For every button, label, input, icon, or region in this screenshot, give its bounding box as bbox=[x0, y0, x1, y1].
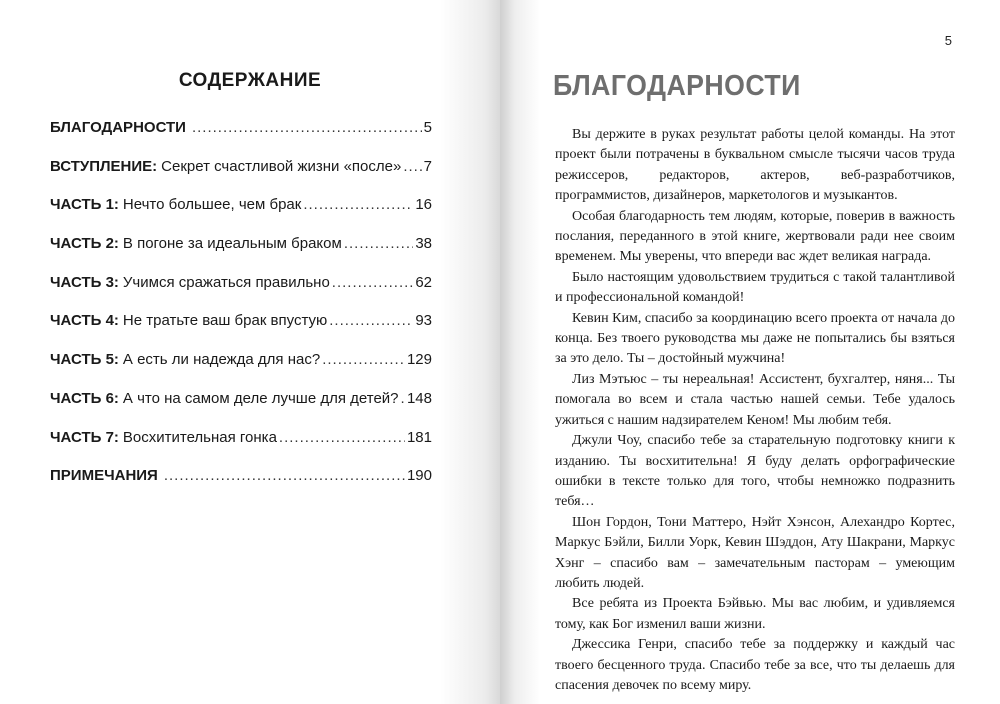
toc-entry-title: Секрет счастливой жизни «после» bbox=[161, 157, 402, 175]
paragraph: Джули Чоу, спасибо тебе за старательную подготовку книги к изданию. Ты восхитительна! Я буду делать орфографические ошибки в тексте только для того, чтобы немножко подразнить тебя… bbox=[555, 433, 955, 510]
toc-entry bbox=[50, 351, 432, 390]
toc-entry-label: ЧАСТЬ 3: bbox=[50, 273, 119, 291]
toc-entry-title: А что на самом деле лучше для детей? bbox=[122, 389, 399, 407]
toc-heading: СОДЕРЖАНИЕ bbox=[178, 70, 322, 91]
toc-entry-page: 93 bbox=[415, 312, 432, 330]
toc-entry bbox=[50, 467, 432, 506]
toc-entry bbox=[50, 196, 432, 235]
toc-entry-label: ЧАСТЬ 6: bbox=[50, 389, 119, 407]
toc-entry bbox=[50, 312, 432, 351]
toc-leader-dots bbox=[344, 235, 414, 252]
toc-entry bbox=[50, 429, 432, 468]
toc-entry-label: ВСТУПЛЕНИЕ: bbox=[50, 157, 158, 175]
toc-entry bbox=[50, 119, 432, 158]
toc-entry-label: ЧАСТЬ 1: bbox=[50, 196, 119, 214]
toc-leader-dots bbox=[164, 467, 405, 484]
paragraph: Все ребята из Проекта Бэйвью. Мы вас любим, и удивляемся тому, как Бог изменил ваши жизни. bbox=[555, 596, 955, 632]
toc-entry-title: Восхитительная гонка bbox=[122, 428, 277, 446]
paragraph: Шон Гордон, Тони Маттеро, Нэйт Хэнсон, Алехандро Кортес, Маркус Бэйли, Билли Уорк, Кевин Шэддон, Ату Шакрани, Маркус Хэнг – спасибо вам – замечательным пасторам – умеющим любить людей. bbox=[555, 514, 955, 591]
toc-entry-title: Нечто большее, чем брак bbox=[122, 196, 302, 214]
toc-entry-title: Учимся сражаться правильно bbox=[122, 273, 330, 291]
toc-entry-title: А есть ли надежда для нас? bbox=[122, 351, 321, 369]
toc-entry bbox=[50, 158, 432, 197]
toc-entry bbox=[50, 274, 432, 313]
toc-entry-label: ЧАСТЬ 7: bbox=[50, 428, 119, 446]
toc-entry-label: ПРИМЕЧАНИЯ bbox=[50, 467, 158, 485]
toc-entry-page: 62 bbox=[415, 273, 432, 291]
toc-leader-dots bbox=[322, 351, 405, 368]
acknowledgements-text bbox=[555, 125, 955, 696]
toc-entry-page: 148 bbox=[406, 389, 432, 407]
toc-entry-label: БЛАГОДАРНОСТИ bbox=[50, 119, 186, 136]
toc-entry-label: ЧАСТЬ 2: bbox=[50, 235, 119, 253]
toc-entry-title: Не тратьте ваш брак впустую bbox=[122, 312, 328, 330]
toc-entry bbox=[50, 235, 432, 274]
toc-leader-dots bbox=[329, 312, 413, 329]
paragraph: Кевин Ким, спасибо за координацию всего проекта от начала до конца. Без твоего руководства мы даже не попытались бы взяться за это дело. Ты – достойный мужчина! bbox=[555, 310, 955, 367]
paragraph: Джессика Генри, спасибо тебе за поддержку и каждый час твоего бесценного труда. Спасибо тебе за все, что ты делаешь для спасения девочек по всему миру. bbox=[555, 637, 955, 693]
right-page bbox=[500, 0, 1000, 704]
toc-entry-page: 7 bbox=[423, 157, 432, 175]
toc-entry-label: ЧАСТЬ 5: bbox=[50, 351, 119, 369]
paragraph: Лиз Мэтьюс – ты нереальная! Ассистент, бухгалтер, няня... Ты помогала во всем и стала частью нашей семьи. Тебе удалось ужиться с нашим надзирателем Кеном! Мы любим тебя. bbox=[555, 371, 955, 428]
toc-leader-dots bbox=[303, 196, 413, 213]
toc-entry-page: 129 bbox=[406, 351, 432, 369]
toc-entry-page: 190 bbox=[406, 467, 432, 485]
toc-leader-dots bbox=[192, 119, 422, 136]
paragraph: Вы держите в руках результат работы целой команды. На этот проект были потрачены в буквальном смысле тысячи часов труда режиссеров, редакторов, актеров, веб-разработчиков, программистов, дизайнеров, маркетологов и музыкантов. bbox=[555, 127, 955, 204]
toc-entry-label: ЧАСТЬ 4: bbox=[50, 312, 119, 330]
toc-list bbox=[50, 119, 432, 506]
toc-leader-dots bbox=[279, 429, 405, 446]
section-heading: БЛАГОДАРНОСТИ bbox=[553, 70, 801, 102]
toc-leader-dots bbox=[401, 390, 405, 407]
toc-entry-title: В погоне за идеальным браком bbox=[122, 235, 342, 253]
paragraph: Особая благодарность тем людям, которые, поверив в важность послания, переданного в этой книге, жертвовали ради нее своим временем. Мы уверены, что впереди вас ждет великая награда. bbox=[555, 208, 955, 265]
toc-entry-page: 38 bbox=[415, 235, 432, 253]
toc-entry-page: 16 bbox=[415, 196, 432, 214]
toc-leader-dots bbox=[403, 158, 421, 175]
toc-entry bbox=[50, 390, 432, 429]
toc-entry-page: 181 bbox=[406, 428, 432, 446]
paragraph: Было настоящим удовольствием трудиться с такой талантливой и профессиональной командой! bbox=[555, 269, 955, 306]
page-number: 5 bbox=[944, 33, 952, 48]
toc-leader-dots bbox=[332, 274, 414, 291]
toc-entry-page: 5 bbox=[423, 119, 432, 136]
